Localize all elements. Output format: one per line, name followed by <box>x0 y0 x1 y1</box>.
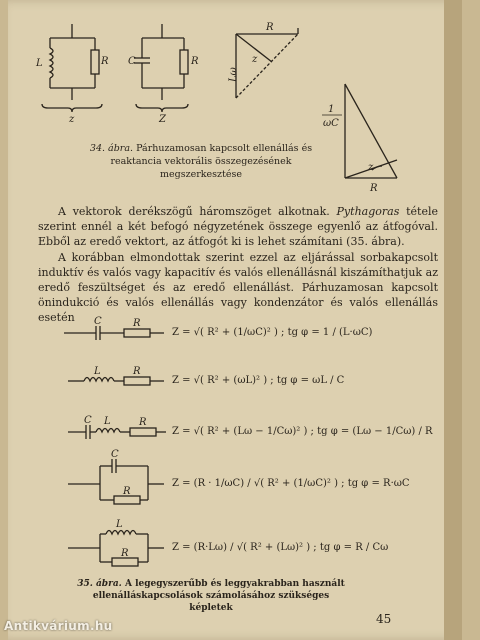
label-wc: ωC <box>323 118 339 129</box>
label-z4: z <box>368 162 374 173</box>
body-text <box>38 204 438 326</box>
label-one: 1 <box>328 104 335 115</box>
circuit-l-parallel-r <box>42 24 102 112</box>
circuit-row1-c-series-r <box>64 326 164 340</box>
label-z3: z <box>252 54 258 65</box>
paragraph-1 <box>38 204 438 250</box>
label-z1: z <box>69 114 75 125</box>
row1-label-r: R <box>133 318 141 329</box>
row2-label-r: R <box>133 366 141 377</box>
figure-34-caption <box>70 142 332 181</box>
row3-label-l: L <box>104 416 111 427</box>
row3-label-c: C <box>84 415 92 426</box>
figure-35-number: 35. ábra. <box>77 579 122 589</box>
row4-label-r: R <box>123 486 131 497</box>
label-r1: R <box>101 56 109 67</box>
p1-part-b: tétele szerint ennél a két befogó négyzetének összege egyenlő az átfogóval. Ebből az eredő vektort, az átfogót ki is lehet számítani (35. ábra). <box>38 205 439 249</box>
circuit-row5-l-parallel-r <box>68 531 164 567</box>
row3-label-r: R <box>139 417 147 428</box>
figure-35-text: A legegyszerűbb és leggyakrabban használt ellenálláskapcsolások számolásához szükséges képletek <box>92 579 345 613</box>
label-c: C <box>128 56 136 67</box>
figure-34-text: Párhuzamosan kapcsolt ellenállás és reaktancia vektorális összegezésének megszerkesztése <box>110 143 313 180</box>
row2-label-l: L <box>94 366 101 377</box>
formula-row1: Z = √( R² + (1/ωC)² ) ; tg φ = 1 / (L·ωC) <box>172 327 373 338</box>
figure-34-number: 34. ábra. <box>89 143 134 154</box>
formula-row5: Z = (R·Lω) / √( R² + (Lω)² ) ; tg φ = R / Cω <box>172 542 389 553</box>
label-r4: R <box>370 183 378 194</box>
label-top-r: R <box>266 22 274 33</box>
label-lw: Lω <box>228 67 239 82</box>
watermark: Antikvárium.hu <box>4 619 113 633</box>
row5-label-r: R <box>121 548 129 559</box>
row5-label-l: L <box>116 519 123 530</box>
formula-row3: Z = √( R² + (Lω − 1/Cω)² ) ; tg φ = (Lω − 1/Cω) / R <box>172 426 433 437</box>
formula-row2: Z = √( R² + (ωL)² ) ; tg φ = ωL / C <box>172 375 345 386</box>
circuit-row2-l-series-r <box>68 377 164 385</box>
figure-35-caption <box>76 578 346 614</box>
circuit-row3-clr-series <box>68 425 166 439</box>
label-r2: R <box>191 56 199 67</box>
paragraph-2: A korábban elmondottak szerint ezzel az eljárással sorbakapcsolt induktív és valós vagy kapacitív és valós ellenállásnál kiszámíthatjuk az eredő feszültséget és az eredő ellenállást. Párhuzamosan kapcsolt önindukció és valós ellenállás vagy kondenzátor és valós ellenállás esetén <box>38 250 438 325</box>
row4-label-c: C <box>111 449 119 460</box>
formula-row4: Z = (R · 1/ωC) / √( R² + (1/ωC)² ) ; tg φ = R·ωC <box>172 478 410 489</box>
label-z2: Z <box>159 114 166 125</box>
p1-name: Pythagoras <box>336 205 400 218</box>
circuit-row4-c-parallel-r <box>68 459 164 504</box>
circuit-c-parallel-r <box>134 24 188 112</box>
p1-part-a: A vektorok derékszögű háromszöget alkotnak. <box>58 205 330 218</box>
vector-triangle-inductive <box>236 28 298 98</box>
row1-label-c: C <box>94 316 102 327</box>
label-l: L <box>36 58 43 69</box>
page-number: 45 <box>376 612 392 626</box>
